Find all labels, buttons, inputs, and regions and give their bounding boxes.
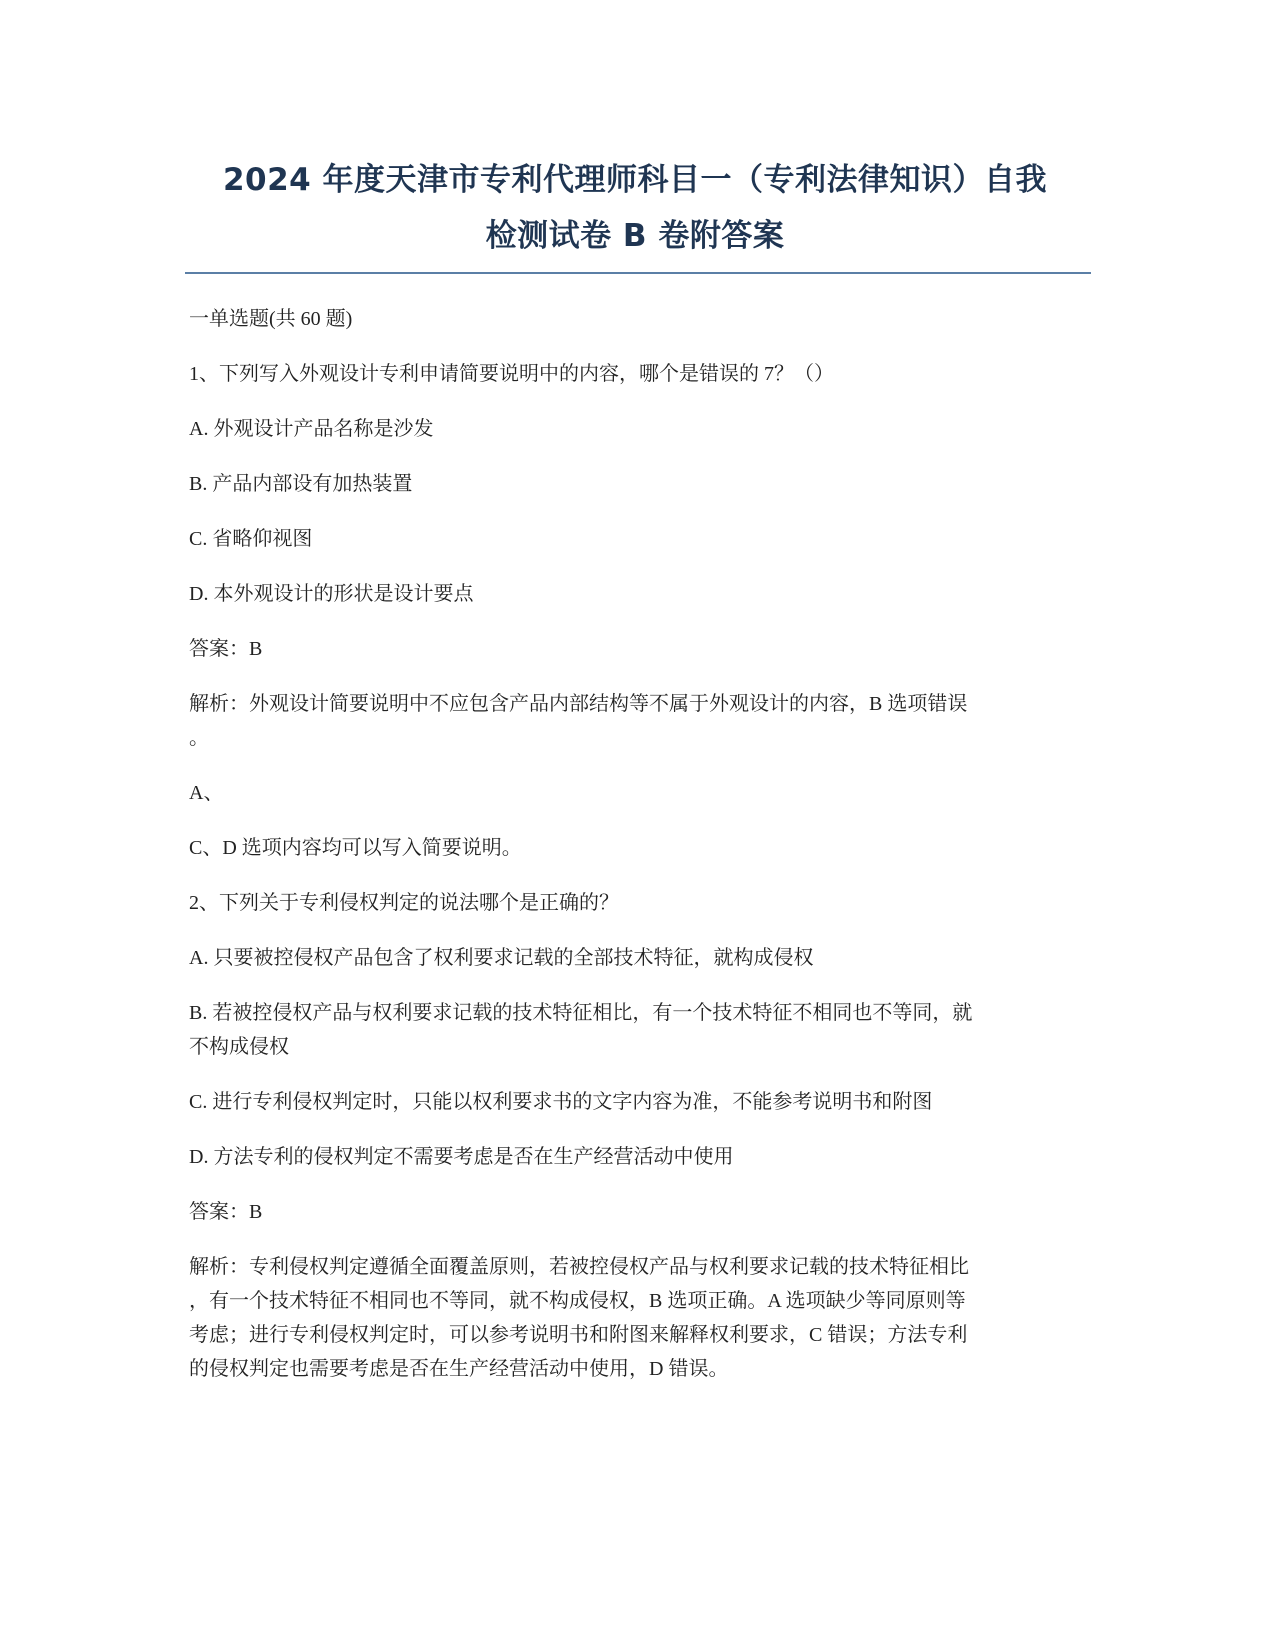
- section-header: 一单选题(共 60 题): [189, 308, 353, 330]
- title-line-1: 2024 年度天津市专利代理师科目一（专利法律知识）自我: [222, 162, 1048, 198]
- question-1-option-b: B. 产品内部设有加热装置: [189, 473, 413, 495]
- question-1-extra-line-1: A、: [189, 782, 224, 804]
- question-2-option-d: D. 方法专利的侵权判定不需要考虑是否在生产经营活动中使用: [189, 1146, 734, 1168]
- question-1-option-a: A. 外观设计产品名称是沙发: [189, 418, 434, 440]
- question-1-option-c: C. 省略仰视图: [189, 528, 313, 550]
- question-1-extra-line-2: C、D 选项内容均可以写入简要说明。: [189, 837, 522, 859]
- question-2-answer: 答案：B: [189, 1201, 263, 1223]
- question-2-option-b-line-1: B. 若被控侵权产品与权利要求记载的技术特征相比，有一个技术特征不相同也不等同，就: [189, 1002, 973, 1024]
- question-1-stem: 1、下列写入外观设计专利申请简要说明中的内容，哪个是错误的 7？（）: [189, 363, 834, 385]
- question-1-analysis-line-1: 解析：外观设计简要说明中不应包含产品内部结构等不属于外观设计的内容，B 选项错误: [189, 693, 968, 715]
- question-1-option-d: D. 本外观设计的形状是设计要点: [189, 583, 474, 605]
- question-2-analysis-line-3: 考虑；进行专利侵权判定时，可以参考说明书和附图来解释权利要求，C 错误；方法专利: [189, 1324, 968, 1346]
- document-title: [180, 152, 1090, 264]
- question-2-analysis-line-2: ，有一个技术特征不相同也不等同，就不构成侵权，B 选项正确。A 选项缺少等同原则等: [189, 1290, 966, 1312]
- question-2-option-b-line-2: 不构成侵权: [189, 1036, 289, 1058]
- question-1-analysis-line-2: 。: [189, 727, 209, 749]
- question-2-option-c: C. 进行专利侵权判定时，只能以权利要求书的文字内容为准，不能参考说明书和附图: [189, 1091, 933, 1113]
- question-1-answer: 答案：B: [189, 638, 263, 660]
- question-2-stem: 2、下列关于专利侵权判定的说法哪个是正确的？: [189, 892, 619, 914]
- question-2-analysis-line-4: 的侵权判定也需要考虑是否在生产经营活动中使用，D 错误。: [189, 1358, 729, 1380]
- question-2-option-a: A. 只要被控侵权产品包含了权利要求记载的全部技术特征，就构成侵权: [189, 947, 814, 969]
- title-line-2: 检测试卷 B 卷附答案: [485, 218, 785, 254]
- question-2-analysis-line-1: 解析：专利侵权判定遵循全面覆盖原则，若被控侵权产品与权利要求记载的技术特征相比: [189, 1256, 969, 1278]
- document-body: [189, 302, 1089, 1386]
- title-divider: [185, 272, 1091, 274]
